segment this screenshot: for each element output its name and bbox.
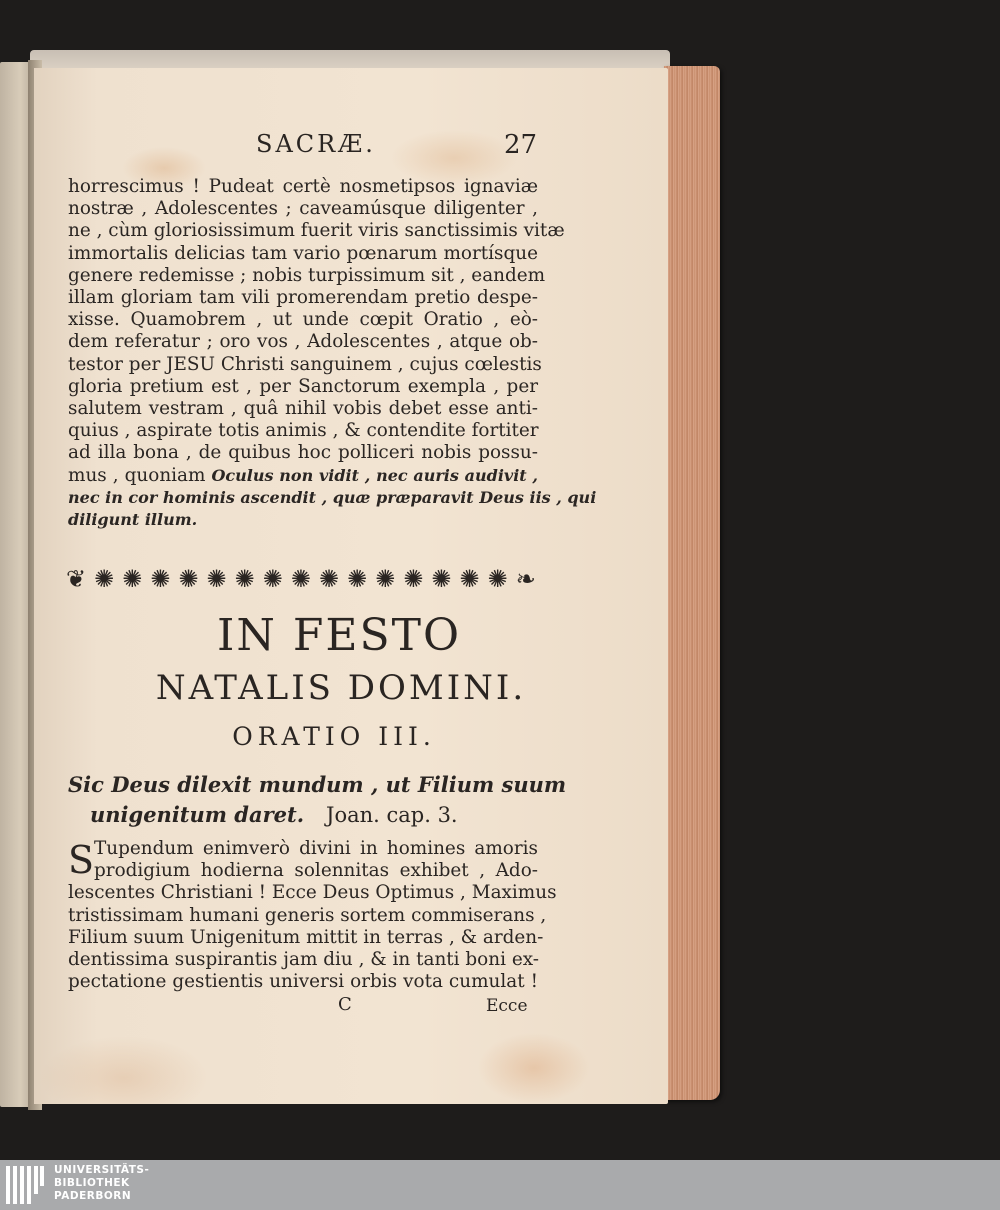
body-text <box>68 176 597 531</box>
epigraph-line <box>68 800 540 830</box>
text-line: Filium suum Unigenitum mittit in terras , & arden- <box>68 926 544 948</box>
library-name-line: UNIVERSITÄTS- <box>54 1164 150 1176</box>
text-line: testor per JESU Christi sanguinem , cujus cœlestis <box>68 353 542 375</box>
heading-oratio: ORATIO III. <box>232 722 436 751</box>
text-line: tristissimam humani generis sortem commiserans , <box>68 904 547 926</box>
text-line: illam gloriam tam vili promerendam pretio despe- <box>68 287 538 309</box>
running-head <box>34 130 668 164</box>
text-line: dentissima suspirantis jam diu , & in tanti boni ex- <box>68 949 539 971</box>
signature-mark: C <box>338 994 352 1015</box>
library-logo-icon <box>6 1164 46 1206</box>
rosette-icon: ✺ <box>347 565 368 593</box>
rosette-icon: ✺ <box>459 565 480 593</box>
library-name-line: PADERBORN <box>54 1190 132 1202</box>
book-top-edge <box>30 50 670 68</box>
page-stack-edge <box>664 66 720 1100</box>
text-line-italic: nec in cor hominis ascendit , quæ præparavit Deus iis , qui <box>68 487 597 507</box>
heading-in-festo: IN FESTO <box>216 610 462 661</box>
rosette-icon: ✺ <box>150 565 171 593</box>
rosette-icon: ✺ <box>290 565 311 593</box>
drop-cap: S <box>68 838 95 882</box>
epigraph-italic: unigenitum daret. <box>90 802 305 827</box>
rosette-icon: ✺ <box>178 565 199 593</box>
oratio-text <box>68 838 557 993</box>
rosette-icon: ✺ <box>403 565 424 593</box>
rosette-icon: ✺ <box>262 565 283 593</box>
text-roman: mus , quoniam <box>68 464 212 486</box>
text-italic-quote: Oculus non vidit , nec auris audivit , <box>211 465 538 485</box>
text-line: dem referatur ; oro vos , Adolescentes , atque ob- <box>68 331 538 353</box>
catchword: Ecce <box>486 996 528 1016</box>
epigraph-line: Sic Deus dilexit mundum , ut Filium suum <box>68 772 567 797</box>
text-line: nostræ , Adolescentes ; caveamúsque diligenter , <box>68 198 538 220</box>
rosette-icon: ✺ <box>487 565 508 593</box>
text-line: xisse. Quamobrem , ut unde cœpit Oratio , eò- <box>68 309 538 331</box>
library-footer <box>0 1160 1000 1210</box>
epigraph <box>68 770 567 830</box>
fleuron-right-icon: ❧ <box>515 565 536 593</box>
heading-natalis-domini: NATALIS DOMINI. <box>155 668 527 708</box>
text-line: ad illa bona , de quibus hoc polliceri nobis possu- <box>68 442 538 464</box>
library-name-line: BIBLIOTHEK <box>54 1177 130 1189</box>
rosette-icon: ✺ <box>234 565 255 593</box>
text-line: immortalis delicias tam vario pœnarum mortísque <box>68 242 538 264</box>
rosette-icon: ✺ <box>318 565 340 593</box>
rosette-icon: ✺ <box>431 565 452 593</box>
ornament-band <box>66 565 536 593</box>
text-line: quius , aspirate totis animis , & contendite fortiter <box>68 420 539 442</box>
rosette-icon: ✺ <box>94 565 115 593</box>
text-line-italic: diligunt illum. <box>68 510 198 530</box>
rosette-icon: ✺ <box>122 565 143 593</box>
page-number: 27 <box>504 130 538 160</box>
library-name <box>54 1164 149 1203</box>
text-line: salutem vestram , quâ nihil vobis debet esse anti- <box>68 398 538 420</box>
text-line: gloria pretium est , per Sanctorum exempla , per <box>68 375 538 397</box>
text-line-mixed <box>68 465 538 487</box>
text-line: Tupendum enimverò divini in homines amoris <box>94 838 538 859</box>
text-line: horrescimus ! Pudeat certè nosmetipsos ignaviæ <box>68 176 538 197</box>
scripture-reference: Joan. cap. 3. <box>326 803 458 827</box>
text-line: pectatione gestientis universi orbis vota cumulat ! <box>68 971 538 993</box>
text-line: genere redemisse ; nobis turpissimum sit , eandem <box>68 264 546 286</box>
text-line: lescentes Christiani ! Ecce Deus Optimus , Maximus <box>68 882 557 904</box>
text-line: prodigium hodierna solennitas exhibet , Ado- <box>94 860 538 882</box>
rosette-icon: ✺ <box>206 565 227 593</box>
book-page <box>34 68 668 1104</box>
running-head-title: SACRÆ. <box>256 130 376 158</box>
rosette-icon: ✺ <box>375 565 396 593</box>
text-line: ne , cùm gloriosissimum fuerit viris sanctissimis vitæ <box>68 220 565 242</box>
fleuron-left-icon: ❦ <box>66 565 87 593</box>
